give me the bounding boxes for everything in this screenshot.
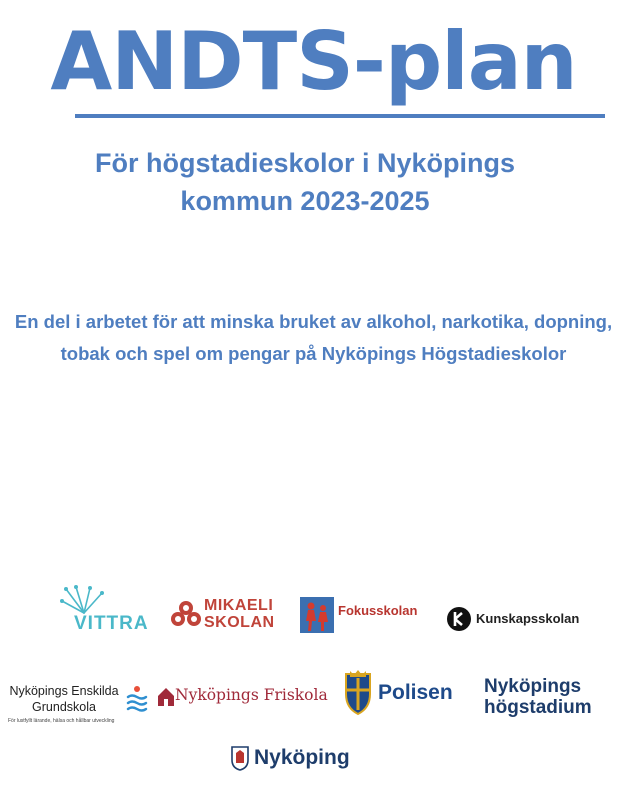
nykopings-friskola-logo [157,685,328,717]
fokusskolan-logo [300,597,425,637]
mikaeli-line-2: SKOLAN [204,614,275,631]
polisen-text: Polisen [378,681,453,704]
vittra-logo [50,585,150,635]
mikaeli-skolan-text [204,597,275,631]
document-tagline: En del i arbetet för att minska bruket av alkohol, narkotika, dopning, tobak och spel om pengar på Nyköpings Högstadieskolor [14,311,613,364]
hogstadium-text [484,676,592,718]
title-underline [75,114,605,118]
police-crest-icon [340,670,376,716]
fokusskolan-text: Fokusskolan [338,603,418,618]
document-subtitle: För högstadieskolor i Nyköpings kommun 2023-2025 [94,148,516,216]
children-running-icon [300,597,334,633]
municipal-shield-icon [230,745,250,771]
enskilda-line-1: Nyköpings Enskilda [9,684,119,698]
friskola-text: Nyköpings Friskola [175,686,328,704]
kunskapsskolan-logo [446,606,586,634]
kunskapsskolan-text: Kunskapsskolan [476,611,580,626]
nykoping-text: Nyköping [254,746,350,769]
enskilda-text [8,683,120,715]
house-icon [157,686,175,708]
polisen-logo [340,670,460,718]
enskilda-line-2: Grundskola [32,700,96,714]
mikaeli-line-1: MIKAELI [204,597,274,614]
document-title: ANDTS-plan [50,15,577,108]
waves-icon [126,685,148,713]
mikaeli-skolan-logo [170,597,280,637]
nykopings-enskilda-grundskola-logo [8,683,150,725]
clover-icon [170,599,202,633]
dandelion-icon [56,585,116,615]
vittra-logo-text: VITTRA [74,613,149,634]
hogstadium-line-2: högstadium [484,697,592,718]
hogstadium-line-1: Nyköpings [484,676,582,697]
nykoping-kommun-logo [230,745,360,773]
kunskapsskolan-emblem-icon [446,606,472,632]
enskilda-motto: För lustfyllt lärande, hälsa och hållbar utveckling [8,718,115,724]
nykopings-hogstadium-logo [484,676,614,718]
